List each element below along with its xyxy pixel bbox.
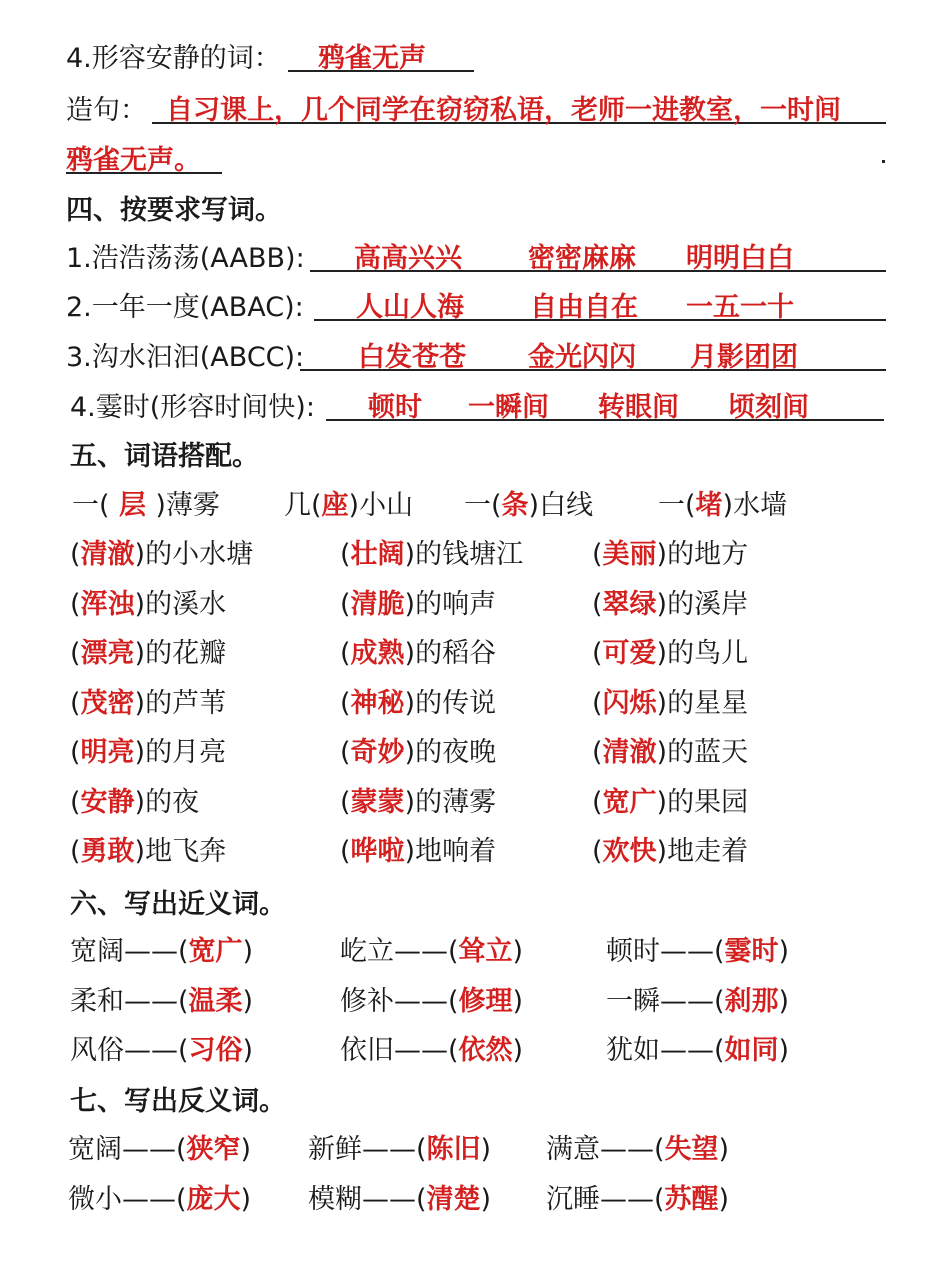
word-pair: 一瞬——(刹那): [606, 985, 790, 1017]
answer-text: 壮阔: [350, 539, 405, 570]
answer-text: 明明白白: [686, 243, 794, 274]
answer-text: 翠绿: [602, 588, 657, 620]
fast-time-blank: [326, 385, 884, 421]
abcc-label: 3.沟水汩汩(ABCC):: [66, 342, 305, 373]
answer-text: 美丽: [602, 539, 657, 570]
answer-text: 狭窄: [186, 1134, 241, 1165]
answer-text: 密密麻麻: [528, 243, 636, 274]
measure-item: 一( 层 )薄雾: [72, 490, 220, 521]
aabb-label: 1.浩浩荡荡(AABB):: [66, 243, 305, 274]
section4-heading: 四、按要求写词。: [66, 195, 282, 226]
collocation-item: (浑浊)的溪水: [70, 588, 227, 620]
answer-text: 可爱: [602, 638, 657, 669]
answer-text: 霎时: [724, 936, 779, 967]
collocation-item: (壮阔)的钱塘江: [340, 539, 524, 570]
answer-text: 习俗: [188, 1035, 243, 1066]
stray-dot: [882, 160, 885, 163]
answer-text: 清澈: [602, 737, 657, 768]
measure-item: 几(座)小山: [284, 490, 414, 521]
answer-text: 高高兴兴: [354, 243, 462, 274]
answer-text: 哗啦: [350, 836, 405, 867]
answer-text: 一瞬间: [468, 392, 549, 423]
fast-time-label: 4.霎时(形容时间快):: [70, 392, 315, 423]
answer-text: 勇敢: [80, 836, 135, 867]
answer-text: 人山人海: [356, 292, 464, 323]
word-pair: 柔和——(温柔): [70, 985, 254, 1017]
word-pair: 沉睡——(苏醒): [546, 1183, 730, 1215]
word-pair: 犹如——(如同): [606, 1035, 790, 1066]
answer-text: 成熟: [350, 638, 405, 669]
abac-label: 2.一年一度(ABAC):: [66, 292, 304, 323]
word-pair: 宽阔——(宽广): [70, 936, 254, 967]
word-pair: 满意——(失望): [546, 1134, 730, 1165]
section7-heading: 七、写出反义词。: [70, 1086, 286, 1117]
answer-text: 修理: [458, 985, 513, 1017]
abac-blank: [314, 285, 886, 321]
word-pair: 宽阔——(狭窄): [68, 1134, 252, 1165]
answer-text: 耸立: [458, 936, 513, 967]
answer-text: 刹那: [724, 985, 779, 1017]
answer-text: 欢快: [602, 836, 657, 867]
word-pair: 依旧——(依然): [340, 1035, 524, 1066]
collocation-item: (闪烁)的星星: [592, 687, 749, 719]
collocation-item: (漂亮)的花瓣: [70, 638, 227, 669]
answer-text: 依然: [458, 1035, 513, 1066]
collocation-item: (可爱)的鸟儿: [592, 638, 749, 669]
answer-text: 清澈: [80, 539, 135, 570]
word-pair: 微小——(庞大): [68, 1183, 252, 1215]
answer-text: 鸦雀无声: [318, 43, 426, 74]
collocation-item: (茂密)的芦苇: [70, 687, 227, 719]
collocation-item: (蒙蒙)的薄雾: [340, 786, 497, 818]
answer-text: 清楚: [426, 1183, 481, 1215]
answer-text: 转眼间: [598, 392, 679, 423]
measure-item: 一(条)白线: [464, 490, 594, 521]
answer-text: 安静: [80, 786, 135, 818]
answer-text: 茂密: [80, 687, 135, 719]
answer-text: 温柔: [188, 985, 243, 1017]
measure-item: 一(堵)水墙: [658, 490, 788, 521]
answer-text: 陈旧: [426, 1134, 481, 1165]
word-pair: 新鲜——(陈旧): [308, 1134, 492, 1165]
collocation-item: (哗啦)地响着: [340, 836, 497, 867]
collocation-item: (清脆)的响声: [340, 588, 497, 620]
collocation-item: (清澈)的小水塘: [70, 539, 254, 570]
word-pair: 屹立——(耸立): [340, 936, 524, 967]
collocation-item: (清澈)的蓝天: [592, 737, 749, 768]
sentence-label: 造句：: [66, 95, 147, 126]
answer-text: 漂亮: [80, 638, 135, 669]
answer-text: 蒙蒙: [350, 786, 405, 818]
abcc-blank: [300, 335, 886, 371]
word-pair: 风俗——(习俗): [70, 1035, 254, 1066]
word-pair: 模糊——(清楚): [308, 1183, 492, 1215]
collocation-item: (神秘)的传说: [340, 687, 497, 719]
answer-text: 自由自在: [530, 292, 638, 323]
section5-heading: 五、词语搭配。: [70, 441, 259, 472]
answer-text: 浑浊: [80, 588, 135, 620]
collocation-item: (安静)的夜: [70, 786, 200, 818]
collocation-item: (成熟)的稻谷: [340, 638, 497, 669]
answer-text: 宽广: [188, 936, 243, 967]
answer-text: 明亮: [80, 737, 135, 768]
collocation-item: (明亮)的月亮: [70, 737, 227, 768]
collocation-item: (美丽)的地方: [592, 539, 749, 570]
answer-text: 白发苍苍: [358, 342, 466, 373]
sentence-text-2: 鸦雀无声。: [66, 145, 201, 176]
collocation-item: (勇敢)地飞奔: [70, 836, 227, 867]
item-label: 4.形容安静的词：: [66, 43, 281, 74]
collocation-item: (奇妙)的夜晚: [340, 737, 497, 768]
answer-text: 宽广: [602, 786, 657, 818]
word-pair: 顿时——(霎时): [606, 936, 790, 967]
word-pair: 修补——(修理): [340, 985, 524, 1017]
answer-text: 顷刻间: [728, 392, 809, 423]
answer-text: 如同: [724, 1035, 779, 1066]
sentence-blank-1: [152, 88, 886, 124]
collocation-item: (宽广)的果园: [592, 786, 749, 818]
answer-text: 一五一十: [686, 292, 794, 323]
answer-text: 奇妙: [350, 737, 405, 768]
answer-text: 闪烁: [602, 687, 657, 719]
answer-text: 苏醒: [664, 1183, 719, 1215]
collocation-item: (欢快)地走着: [592, 836, 749, 867]
aabb-blank: [310, 236, 886, 272]
answer-text: 神秘: [350, 687, 405, 719]
collocation-item: (翠绿)的溪岸: [592, 588, 749, 620]
answer-text: 顿时: [368, 392, 422, 423]
answer-blank: [288, 36, 474, 72]
section6-heading: 六、写出近义词。: [70, 889, 286, 920]
sentence-blank-2: [66, 138, 222, 174]
answer-text: 清脆: [350, 588, 405, 620]
answer-text: 失望: [664, 1134, 719, 1165]
answer-text: 金光闪闪: [528, 342, 636, 373]
answer-text: 月影团团: [690, 342, 798, 373]
sentence-text-1: 自习课上，几个同学在窃窃私语，老师一进教室，一时间: [166, 95, 841, 126]
answer-text: 庞大: [186, 1183, 241, 1215]
